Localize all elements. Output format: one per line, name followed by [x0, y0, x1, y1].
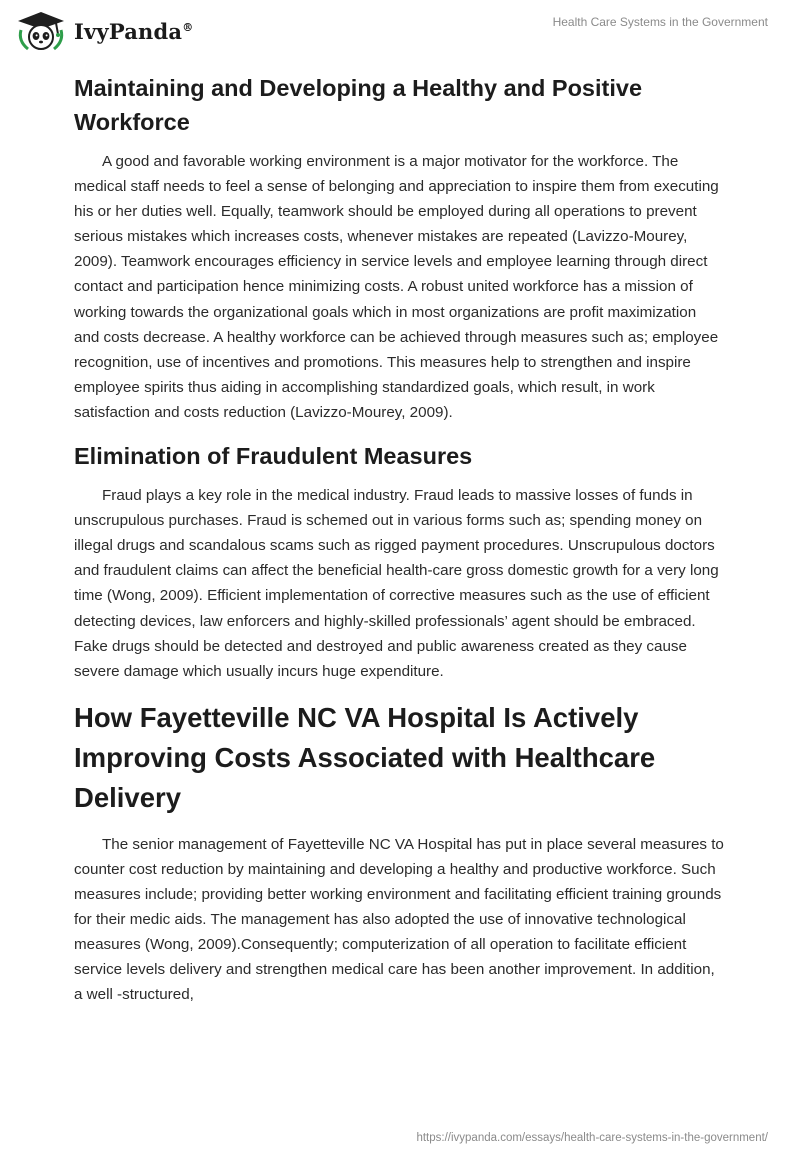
brand-name: IvyPanda®	[74, 18, 194, 44]
section-paragraph-fraud: Fraud plays a key role in the medical industry. Fraud leads to massive losses of funds in unscrupulous purchases. Fraud is schemed out in various forms such as; spending money on illegal drugs and scandalous scams such as rigged payment procedures. Unscrupulous doctors and fraudulent claims can affect the beneficial health-care gross domestic growth for a very long time (Wong, 2009). Efficient implementation of corrective measures such as the use of efficient detecting devices, law enforcers and highly-skilled professionals’ agent should be embraced. Fake drugs should be detected and destroyed and public awareness created as they cause severe damage which usually incurs huge expenditure.	[74, 487, 719, 680]
ivypanda-logo[interactable]	[14, 10, 193, 52]
section-paragraph-workforce: A good and favorable working environment is a major motivator for the workforce. The medical staff needs to feel a sense of belonging and appreciation to inspire them from executing his or her duties well. Equally, teamwork should be employed during all operations to prevent serious mistakes which increases costs, whenever mistakes are repeated (Lavizzo-Mourey, 2009). Teamwork encourages efficiency in service levels and employee learning through direct contact and participation hence minimizing costs. A robust united workforce has a mission of working towards the organizational goals which in most organizations are profit maximization and costs decrease. A healthy workforce can be achieved through measures such as; employee recognition, use of incentives and promotions. This measures help to strengthen and inspire employee spirits thus aiding in accomplishing standardized goals, which result, in work satisfaction and costs reduction (Lavizzo-Mourey, 2009).	[74, 153, 719, 421]
panda-graduate-icon	[14, 10, 68, 52]
section-heading-fayetteville: How Fayetteville NC VA Hospital Is Actively Improving Costs Associated with Healthcare Delivery	[74, 701, 656, 813]
section-heading-fraud: Elimination of Fraudulent Measures	[74, 443, 473, 470]
essay-content	[74, 71, 724, 1021]
document-title: Health Care Systems in the Government	[552, 15, 768, 29]
section-paragraph-fayetteville: The senior management of Fayetteville NC VA Hospital has put in place several measures to counter cost reduction by maintaining and developing a healthy and productive workforce. Such measures include; providing better working environment and facilitating efficient training grounds for their medic aids. The management has also adopted the use of innovative technological measures (Wong, 2009).Consequently; computerization of all operation to facilitate efficient service levels delivery and strengthen medical care has been another improvement. In addition, a well -structured,	[74, 835, 724, 1004]
section-heading-workforce: Maintaining and Developing a Healthy and Positive Workforce	[74, 75, 643, 135]
source-url-link[interactable]: https://ivypanda.com/essays/health-care-systems-in-the-government/	[416, 1132, 768, 1144]
